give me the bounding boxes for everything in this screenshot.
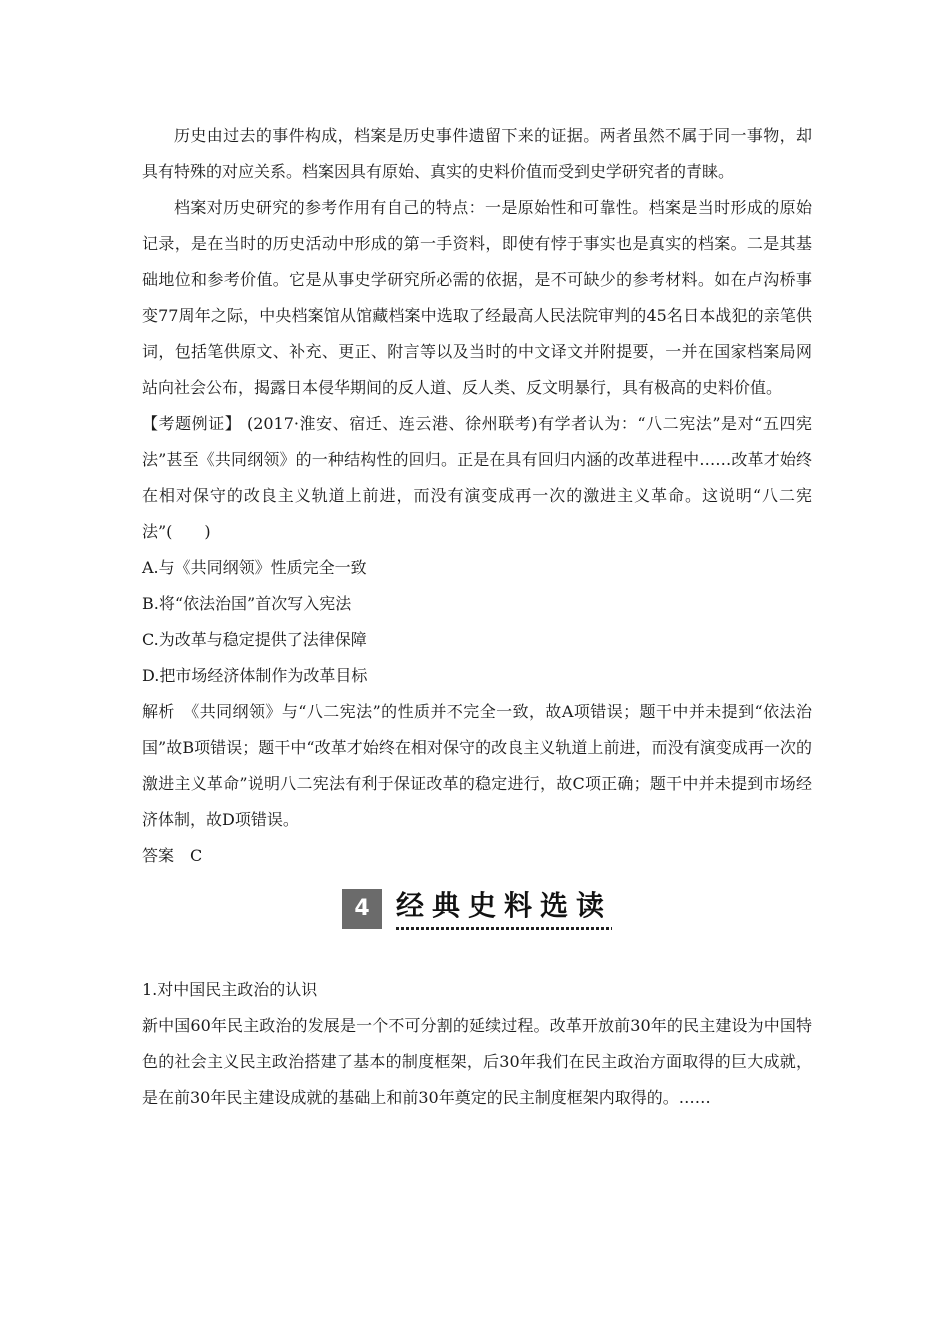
option-d: D.把市场经济体制作为改革目标 [142,666,368,685]
analysis-text: 解析 《共同纲领》与“八二宪法”的性质并不完全一致，故A项错误；题干中并未提到“依法治国”故B项错误；题干中“改革才始终在相对保守的改良主义轨道上前进，而没有演变成再一次的激进主义革命”说明八二宪法有利于保证改革的稳定进行，故C项正确；题干中并未提到市场经济体制，故D项错误。 [142,702,812,829]
exam-example-question: 【考题例证】 (2017·淮安、宿迁、连云港、徐州联考)有学者认为：“八二宪法”是对“五四宪法”甚至《共同纲领》的一种结构性的回归。正是在具有回归内涵的改革进程中……改革才始终在相对保守的改良主义轨道上前进，而没有演变成再一次的激进主义革命。这说明“八二宪法”( ) [142,414,812,541]
paragraph-archives-history: 历史由过去的事件构成，档案是历史事件遗留下来的证据。两者虽然不属于同一事物，却具有特殊的对应关系。档案因具有原始、真实的史料价值而受到史学研究者的青睐。 [142,126,812,181]
option-b: B.将“依法治国”首次写入宪法 [142,594,352,613]
option-c: C.为改革与稳定提供了法律保障 [142,630,367,649]
section-title: 经典史料选读 [396,888,612,930]
answer-text: 答案 C [142,846,203,865]
section-number-badge: 4 [342,889,382,929]
spacer [142,950,812,972]
item-text: 新中国60年民主政治的发展是一个不可分割的延续过程。改革开放前30年的民主建设为中国特色的社会主义民主政治搭建了基本的制度框架，后30年我们在民主政治方面取得的巨大成就，是在前30年民主建设成就的基础上和前30年奠定的民主制度框架内取得的。…… [142,1016,812,1107]
paragraph-archives-features: 档案对历史研究的参考作用有自己的特点：一是原始性和可靠性。档案是当时形成的原始记录，是在当时的历史活动中形成的第一手资料，即使有悖于事实也是真实的档案。二是其基础地位和参考价值。它是从事史学研究所必需的依据，是不可缺少的参考材料。如在卢沟桥事变77周年之际，中央档案馆从馆藏档案中选取了经最高人民法院审判的45名日本战犯的亲笔供词，包括笔供原文、补充、更正、附言等以及当时的中文译文并附提要，一并在国家档案局网站向社会公布，揭露日本侵华期间的反人道、反人类、反文明暴行，具有极高的史料价值。 [142,198,812,397]
option-a: A.与《共同纲领》性质完全一致 [142,558,367,577]
section-heading [142,876,812,942]
document-page [142,118,812,1116]
item-title: 1.对中国民主政治的认识 [142,980,318,999]
